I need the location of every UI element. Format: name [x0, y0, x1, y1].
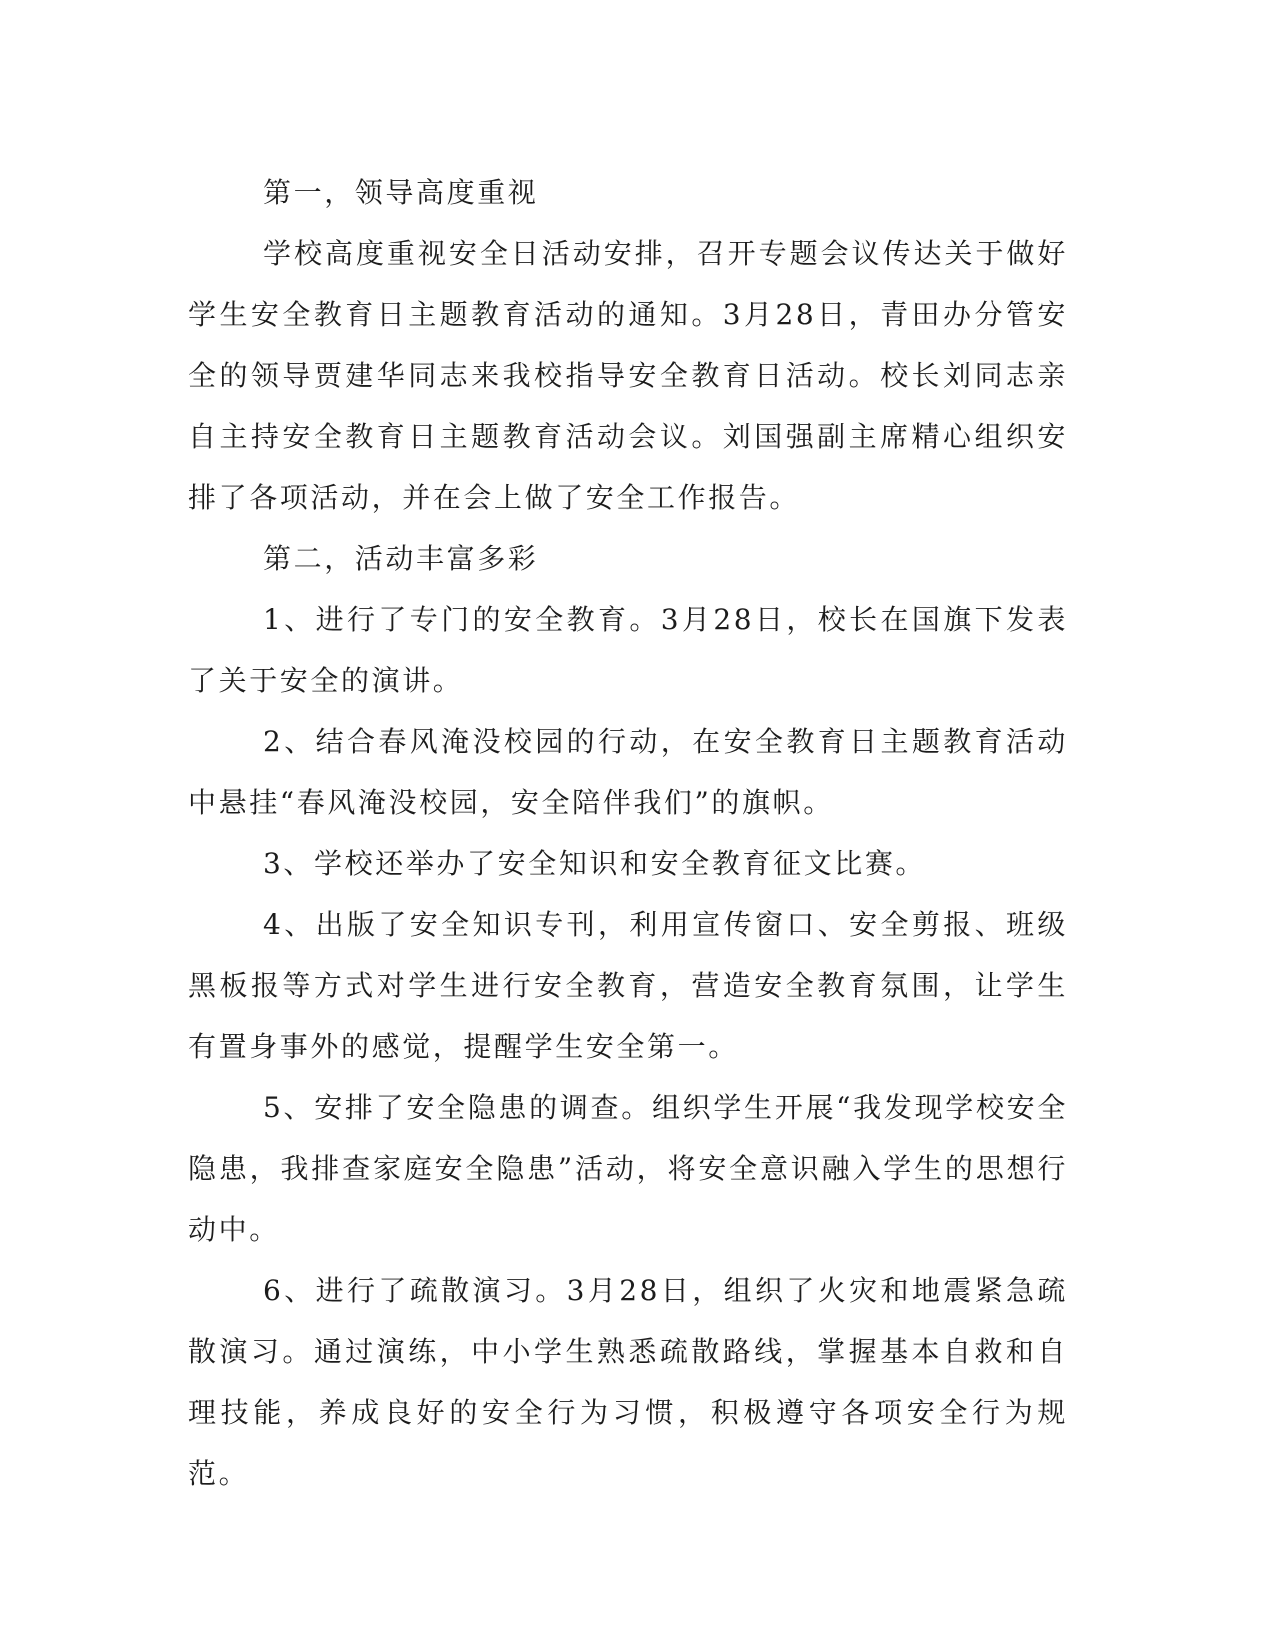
section-heading-leadership: 第一，领导高度重视	[263, 176, 539, 209]
list-item-2: 2、结合春风淹没校园的行动，在安全教育日主题教育活动中悬挂“春风淹没校园，安全陪伴我们”的旗帜。	[188, 725, 1068, 819]
list-item-5: 5、安排了安全隐患的调查。组织学生开展“我发现学校安全隐患，我排查家庭安全隐患”活动，将安全意识融入学生的思想行动中。	[188, 1091, 1068, 1246]
paragraph-leadership: 学校高度重视安全日活动安排，召开专题会议传达关于做好学生安全教育日主题教育活动的通知。3月28日，青田办分管安全的领导贾建华同志来我校指导安全教育日活动。校长刘同志亲自主持安全教育日主题教育活动会议。刘国强副主席精心组织安排了各项活动，并在会上做了安全工作报告。	[188, 237, 1068, 514]
section-heading-activities: 第二，活动丰富多彩	[263, 542, 539, 575]
list-item-6: 6、进行了疏散演习。3月28日，组织了火灾和地震紧急疏散演习。通过演练，中小学生熟悉疏散路线，掌握基本自救和自理技能，养成良好的安全行为习惯，积极遵守各项安全行为规范。	[188, 1274, 1068, 1490]
document-body	[188, 162, 1068, 1504]
list-item-4: 4、出版了安全知识专刊，利用宣传窗口、安全剪报、班级黑板报等方式对学生进行安全教育，营造安全教育氛围，让学生有置身事外的感觉，提醒学生安全第一。	[188, 908, 1068, 1063]
list-item-3: 3、学校还举办了安全知识和安全教育征文比赛。	[263, 847, 927, 880]
list-item-1: 1、进行了专门的安全教育。3月28日，校长在国旗下发表了关于安全的演讲。	[188, 603, 1068, 697]
